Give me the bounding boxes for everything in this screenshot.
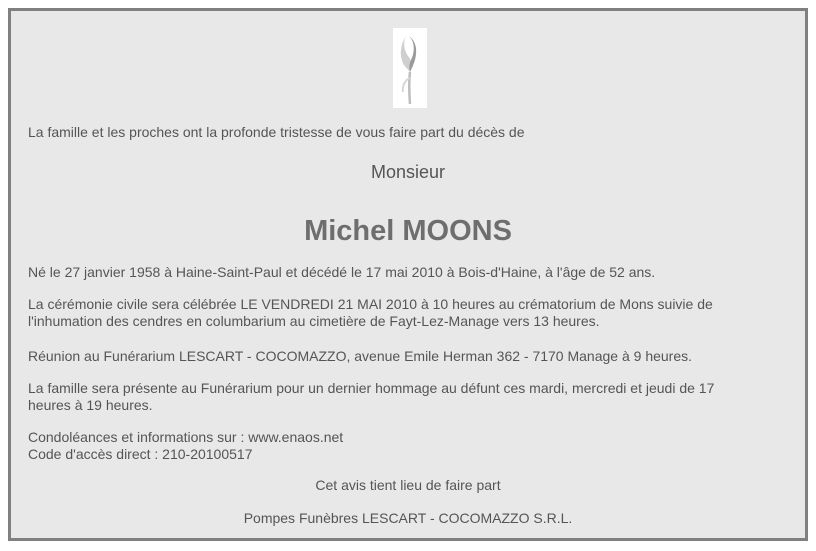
- deceased-name: Michel MOONS: [304, 215, 512, 247]
- access-code-text: Code d'accès direct : 210-20100517: [28, 446, 253, 462]
- ceremony-text: [28, 296, 788, 330]
- condolences-text: Condoléances et informations sur : www.enaos.net: [28, 429, 344, 445]
- obituary-notice: [8, 8, 808, 541]
- family-visit-text: [28, 380, 788, 414]
- condolences-block: [28, 429, 788, 463]
- funeral-home-name: Pompes Funèbres LESCART - COCOMAZZO S.R.L.: [243, 510, 573, 526]
- ceremony-line-2: l'inhumation des cendres en columbarium au cimetière de Fayt-Lez-Manage vers 13 heures.: [28, 313, 600, 329]
- family-line-1: La famille sera présente au Funérarium pour un dernier hommage au défunt ces mardi, mercredi et jeudi de 17: [28, 380, 715, 396]
- ceremony-line-1: La cérémonie civile sera célébrée LE VENDREDI 21 MAI 2010 à 10 heures au crématorium de Mons suivie de: [28, 296, 713, 312]
- birth-death-text: Né le 27 janvier 1958 à Haine-Saint-Paul et décédé le 17 mai 2010 à Bois-d'Haine, à l'âge de 52 ans.: [28, 264, 656, 280]
- calla-lily-icon: [393, 28, 427, 108]
- intro-text: La famille et les proches ont la profonde tristesse de vous faire part du décès de: [28, 124, 525, 140]
- meeting-text: Réunion au Funérarium LESCART - COCOMAZZO, avenue Emile Herman 362 - 7170 Manage à 9 heures.: [28, 348, 693, 364]
- family-line-2: heures à 19 heures.: [28, 397, 153, 413]
- notice-statement: Cet avis tient lieu de faire part: [315, 477, 501, 493]
- honorific: Monsieur: [370, 162, 446, 182]
